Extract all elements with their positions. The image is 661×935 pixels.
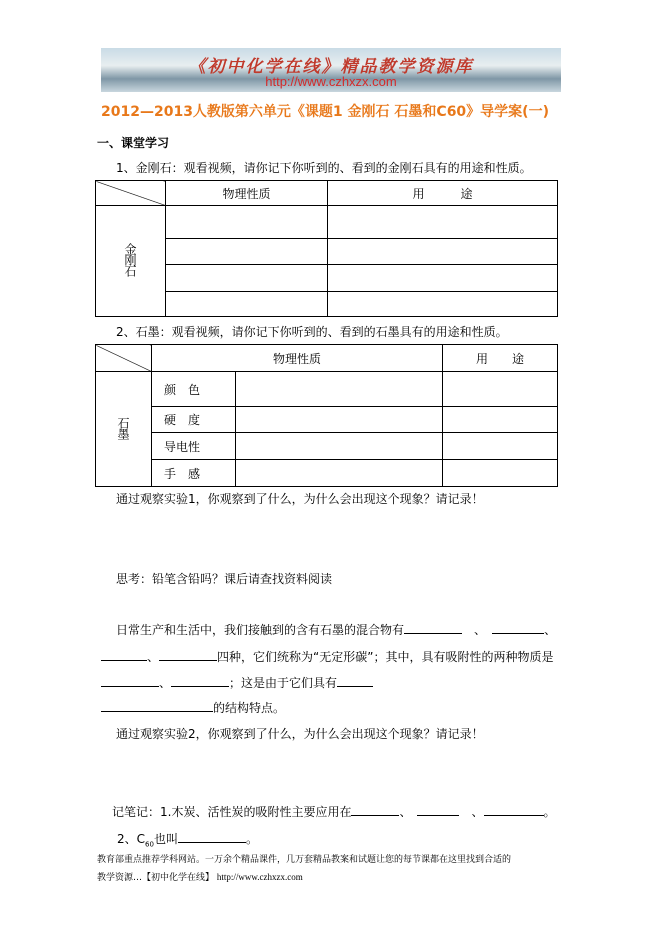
cell[interactable] bbox=[443, 460, 558, 487]
property-label: 颜 色 bbox=[152, 372, 236, 407]
experiment-2: 通过观察实验2，你观察到了什么，为什么会出现这个现象？请记录！ bbox=[116, 727, 484, 741]
question-1: 1、金刚石：观看视频，请你记下你听到的、看到的金刚石具有的用途和性质。 bbox=[116, 161, 532, 175]
blank[interactable] bbox=[351, 804, 399, 816]
experiment-1: 通过观察实验1，你观察到了什么，为什么会出现这个现象？请记录！ bbox=[116, 492, 484, 506]
diagonal-cell bbox=[96, 181, 166, 206]
banner-url: http://www.czhxzx.com bbox=[265, 74, 397, 89]
banner-title: 《初中化学在线》精品教学资源库 bbox=[188, 57, 474, 77]
cell[interactable] bbox=[236, 460, 443, 487]
notes-line-1: 记笔记：1.木炭、活性炭的吸附性主要应用在 、 、 。 bbox=[112, 805, 556, 819]
cell[interactable] bbox=[166, 265, 328, 292]
cell[interactable] bbox=[443, 433, 558, 460]
blank[interactable] bbox=[337, 675, 373, 687]
header-physical: 物理性质 bbox=[166, 181, 328, 206]
blank[interactable] bbox=[159, 649, 217, 661]
header-use: 用 途 bbox=[328, 181, 558, 206]
think-prompt: 思考：铅笔含铅吗？课后请查找资料阅读 bbox=[116, 572, 333, 586]
row-label: 金刚石 bbox=[96, 206, 166, 317]
blank[interactable] bbox=[101, 649, 147, 661]
cell[interactable] bbox=[236, 433, 443, 460]
blank[interactable] bbox=[101, 700, 213, 712]
cell[interactable] bbox=[443, 372, 558, 407]
blank[interactable] bbox=[484, 804, 544, 816]
header-physical: 物理性质 bbox=[152, 345, 443, 372]
cell[interactable] bbox=[328, 206, 558, 239]
blank[interactable] bbox=[417, 804, 459, 816]
para-line-1: 日常生产和生活中，我们接触到的含有石墨的混合物有 、 、 bbox=[116, 623, 557, 637]
banner-image bbox=[101, 48, 561, 92]
cell[interactable] bbox=[236, 372, 443, 407]
blank[interactable] bbox=[101, 675, 159, 687]
notes-line-2: 2、$C_{60}$也叫 。 bbox=[117, 832, 258, 849]
property-label: 导电性 bbox=[152, 433, 236, 460]
blank[interactable] bbox=[178, 831, 246, 843]
doc-title: 2012—2013人教版第六单元《课题1 金刚石 石墨和C60》导学案(一) bbox=[101, 104, 549, 120]
row-label: 石墨 bbox=[96, 372, 152, 487]
cell[interactable] bbox=[166, 292, 328, 317]
cell[interactable] bbox=[443, 407, 558, 433]
cell[interactable] bbox=[328, 239, 558, 265]
para-line-4: 的结构特点。 bbox=[101, 699, 285, 716]
diamond-table bbox=[95, 180, 558, 317]
section-heading: 一、课堂学习 bbox=[97, 136, 170, 150]
property-label: 硬 度 bbox=[152, 407, 236, 433]
para-line-3: 、 ；这是由于它们具有 bbox=[101, 674, 373, 691]
blank[interactable] bbox=[171, 675, 229, 687]
question-2: 2、石墨：观看视频，请你记下你听到的、看到的石墨具有的用途和性质。 bbox=[116, 325, 508, 339]
cell[interactable] bbox=[166, 239, 328, 265]
graphite-table bbox=[95, 344, 558, 487]
cell[interactable] bbox=[328, 292, 558, 317]
blank[interactable] bbox=[404, 622, 462, 634]
property-label: 手 感 bbox=[152, 460, 236, 487]
footer: 教育部重点推荐学科网站。一万余个精品课件，几万套精品教案和试题让您的每节课都在这里找到合适的 教学资源…【初中化学在线】 http://www.czhxzx.com bbox=[97, 855, 512, 883]
cell[interactable] bbox=[166, 206, 328, 239]
diagonal-cell bbox=[96, 345, 152, 372]
cell[interactable] bbox=[328, 265, 558, 292]
header-use: 用 途 bbox=[443, 345, 558, 372]
para-line-2: 、 四种，它们统称为“无定形碳”；其中，具有吸附性的两种物质是 bbox=[101, 648, 553, 665]
blank[interactable] bbox=[492, 622, 544, 634]
cell[interactable] bbox=[236, 407, 443, 433]
footer-link[interactable]: http://www.czhxzx.com bbox=[216, 872, 303, 882]
